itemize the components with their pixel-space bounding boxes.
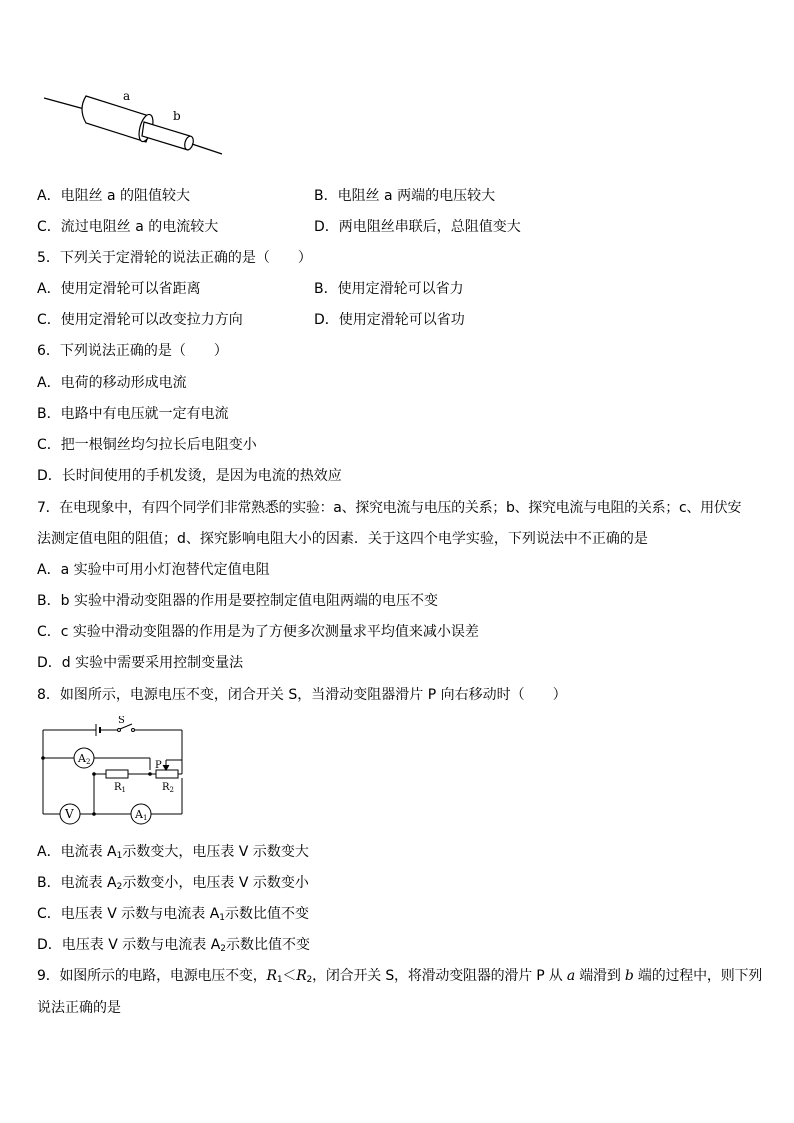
q6-option-a: A．电荷的移动形成电流 xyxy=(37,375,187,391)
q5-option-c: C．使用定滑轮可以改变拉力方向 xyxy=(37,312,243,328)
label-a: a xyxy=(123,89,131,103)
q6-option-d: D．长时间使用的手机发烫，是因为电流的热效应 xyxy=(37,468,342,484)
q8-option-a: A．电流表 $A_1$示数变大，电压表 V 示数变大 xyxy=(37,844,309,861)
q7-stem-line1: 7．在电现象中，有四个同学们非常熟悉的实验：a、探究电流与电压的关系；b、探究电流与电阻的关系；c、用伏安 xyxy=(37,500,742,516)
voltmeter-label: V xyxy=(65,807,74,821)
q4-option-c: C．流过电阻丝 a 的电流较大 xyxy=(37,219,219,235)
q9-stem-line2: 说法正确的是 xyxy=(37,1000,121,1016)
q8-stem: 8．如图所示，电源电压不变，闭合开关 S，当滑动变阻器滑片 P 向右移动时（ ） xyxy=(37,687,567,703)
q4-option-d: D．两电阻丝串联后，总阻值变大 xyxy=(314,219,521,235)
ammeter-a2-label: A2 xyxy=(78,752,91,766)
q5-option-b: B．使用定滑轮可以省力 xyxy=(314,281,464,297)
q7-option-c: C．c 实验中滑动变阻器的作用是为了方便多次测量求平均值来减小误差 xyxy=(37,624,479,640)
q8-option-d: D．电压表 V 示数与电流表 $A_2$示数比值不变 xyxy=(37,937,311,954)
q4-option-b: B．电阻丝 a 两端的电压较大 xyxy=(314,188,496,204)
q8-option-c: C．电压表 V 示数与电流表 $A_1$示数比值不变 xyxy=(37,906,310,923)
ammeter-a1-label: A1 xyxy=(135,808,148,822)
q4-option-a: A．电阻丝 a 的阻值较大 xyxy=(37,188,191,204)
switch-label: S xyxy=(118,716,125,726)
slider-p-label: P xyxy=(155,760,162,771)
q5-option-a: A．使用定滑轮可以省距离 xyxy=(37,281,201,297)
q7-stem-line2: 法测定值电阻的阻值；d、探究影响电阻大小的因素．关于这四个电学实验，下列说法中不正确的是 xyxy=(37,531,648,547)
r2-label: $R_2$ xyxy=(162,782,174,794)
resistor-wires-figure xyxy=(40,82,230,162)
q5-option-d: D．使用定滑轮可以省功 xyxy=(314,312,465,328)
circuit-diagram xyxy=(40,716,190,830)
q5-stem: 5．下列关于定滑轮的说法正确的是（ ） xyxy=(37,250,312,266)
q7-option-b: B．b 实验中滑动变阻器的作用是要控制定值电阻两端的电压不变 xyxy=(37,593,438,609)
q7-option-d: D．d 实验中需要采用控制变量法 xyxy=(37,655,244,671)
r1-label: $R_1$ xyxy=(114,782,126,794)
q6-option-b: B．电路中有电压就一定有电流 xyxy=(37,406,229,422)
q7-option-a: A．a 实验中可用小灯泡替代定值电阻 xyxy=(37,562,270,578)
q6-option-c: C．把一根铜丝均匀拉长后电阻变小 xyxy=(37,437,257,453)
q9-stem-line1: 9．如图所示的电路，电源电压不变，$R_1<R_2$，闭合开关 S，将滑动变阻器的滑片 P 从 a 端滑到 b 端的过程中，则下列 xyxy=(37,968,763,985)
q6-stem: 6．下列说法正确的是（ ） xyxy=(37,343,228,359)
label-b: b xyxy=(173,109,181,123)
q8-option-b: B．电流表 $A_2$示数变小，电压表 V 示数变小 xyxy=(37,875,309,892)
